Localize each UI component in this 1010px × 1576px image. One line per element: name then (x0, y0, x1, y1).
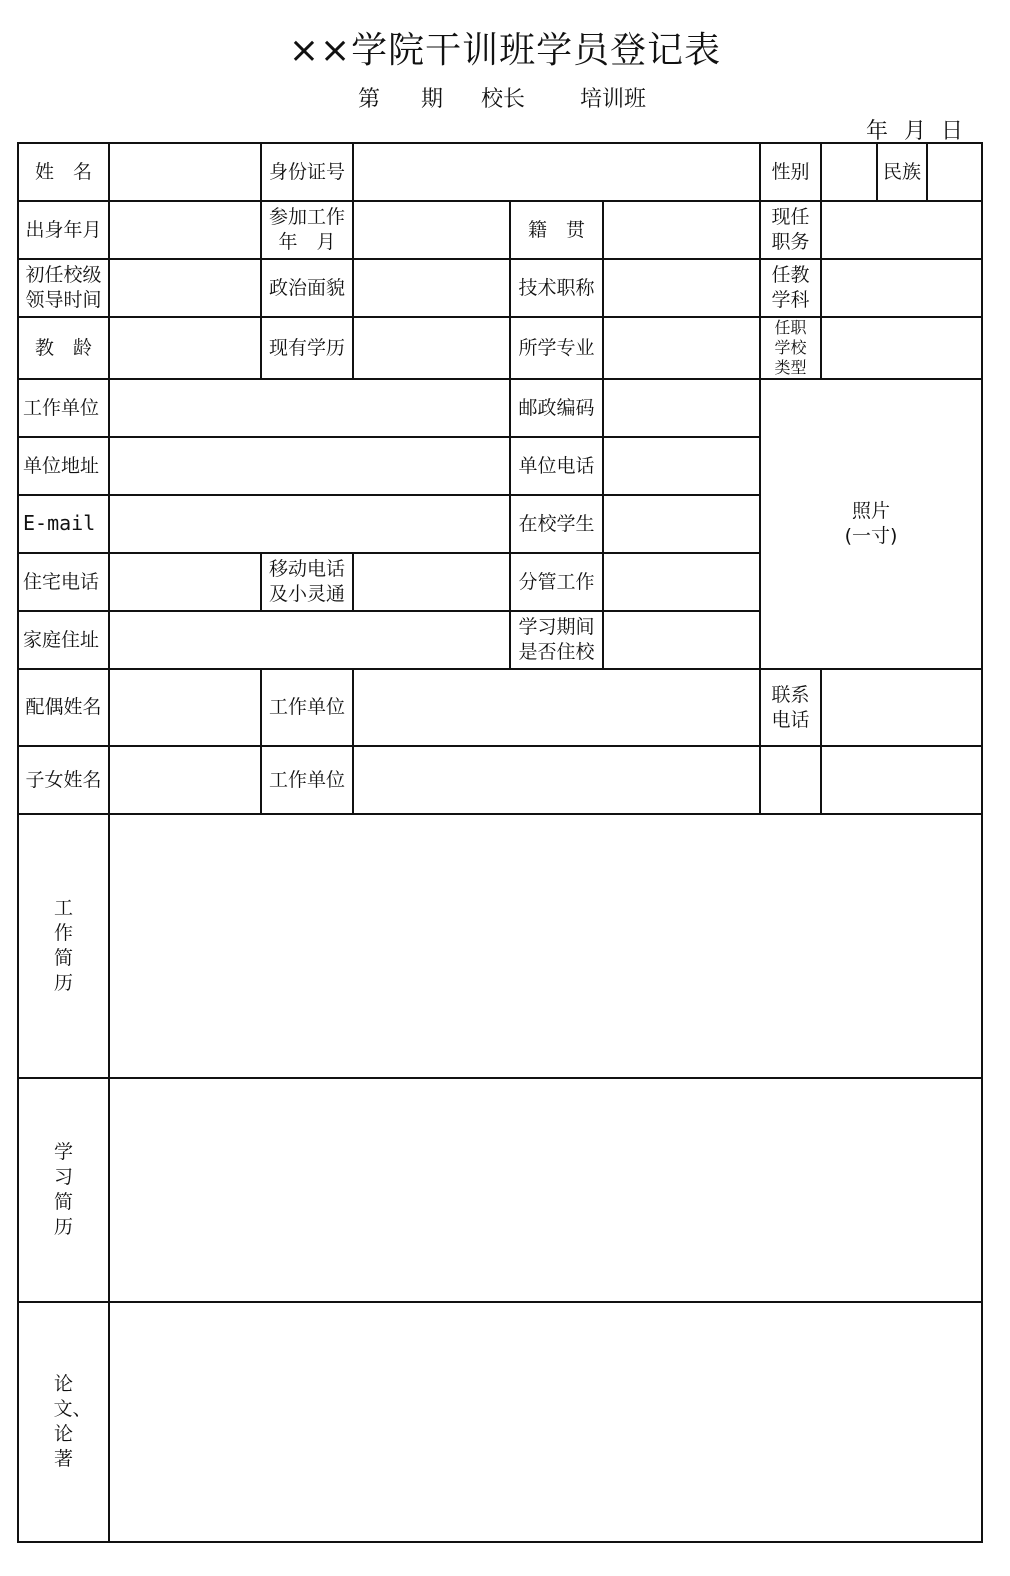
label-political-status: 政治面貌 (261, 259, 353, 317)
form-row-11 (18, 746, 982, 814)
label-responsibility: 分管工作 (510, 553, 603, 611)
child-work-unit-field[interactable] (353, 746, 760, 814)
label-education: 现有学历 (261, 317, 353, 379)
label-work-start (261, 201, 353, 259)
school-type-field[interactable] (821, 317, 982, 379)
papers-field[interactable] (109, 1302, 982, 1542)
label-work-history-text: 工作简历 (53, 897, 73, 994)
label-current-position (760, 201, 821, 259)
registration-form (17, 142, 983, 1543)
form-row-12 (18, 814, 982, 1078)
label-current-position-line1: 现任 (771, 206, 810, 228)
major-field[interactable] (603, 317, 760, 379)
spouse-name-field[interactable] (109, 669, 261, 746)
form-row-2 (18, 201, 982, 259)
label-school-type (760, 317, 821, 379)
label-study-history-text: 学习简历 (53, 1141, 73, 1238)
form-row-3 (18, 259, 982, 317)
label-subject-line1: 任教 (771, 264, 810, 286)
label-work-start-line1: 参加工作 (268, 206, 345, 228)
native-place-field[interactable] (603, 201, 760, 259)
form-row-5 (18, 379, 982, 437)
label-school-type-line1: 任职 (774, 318, 807, 337)
label-work-unit: 工作单位 (18, 379, 109, 437)
teaching-years-field[interactable] (109, 317, 261, 379)
label-students: 在校学生 (510, 495, 603, 553)
gender-field[interactable] (821, 143, 877, 201)
tech-title-field[interactable] (603, 259, 760, 317)
label-gender: 性别 (760, 143, 821, 201)
label-contact-line1: 联系 (771, 683, 810, 706)
label-mobile-line1: 移动电话 (268, 558, 345, 580)
label-spouse-name: 配偶姓名 (18, 669, 109, 746)
label-contact-phone (760, 669, 821, 746)
form-row-13 (18, 1078, 982, 1302)
study-history-field[interactable] (109, 1078, 982, 1302)
label-home-address: 家庭住址 (18, 611, 109, 669)
label-teaching-years: 教 龄 (18, 317, 109, 379)
label-work-start-line2: 年 月 (278, 231, 336, 253)
unit-phone-field[interactable] (603, 437, 760, 495)
label-papers-text: 论文、论著 (53, 1373, 92, 1470)
ethnicity-field[interactable] (927, 143, 982, 201)
label-spouse-work-unit: 工作单位 (261, 669, 353, 746)
label-subject (760, 259, 821, 317)
label-mobile-line2: 及小灵通 (268, 583, 345, 605)
child-name-field[interactable] (109, 746, 261, 814)
label-first-principal-line1: 初任校级 (25, 264, 102, 286)
political-status-field[interactable] (353, 259, 510, 317)
label-boarding-line2: 是否住校 (518, 641, 595, 663)
spouse-work-unit-field[interactable] (353, 669, 760, 746)
education-field[interactable] (353, 317, 510, 379)
label-major: 所学专业 (510, 317, 603, 379)
label-boarding (510, 611, 603, 669)
home-address-field[interactable] (109, 611, 510, 669)
current-position-field[interactable] (821, 201, 982, 259)
email-field[interactable] (109, 495, 510, 553)
work-history-field[interactable] (109, 814, 982, 1078)
label-contact-line2: 电话 (771, 708, 810, 731)
label-unit-phone: 单位电话 (510, 437, 603, 495)
id-number-field[interactable] (353, 143, 760, 201)
label-email (18, 495, 109, 553)
photo-label-line1: 照片 (852, 500, 891, 522)
responsibility-field[interactable] (603, 553, 760, 611)
subject-field[interactable] (821, 259, 982, 317)
photo-label-line2: (一寸) (844, 525, 898, 547)
label-boarding-line1: 学习期间 (518, 616, 595, 638)
label-study-history (18, 1078, 109, 1302)
subtitle-di: 第 (358, 87, 381, 112)
home-phone-field[interactable] (109, 553, 261, 611)
label-unit-address: 单位地址 (18, 437, 109, 495)
subtitle-xiaozhang: 校长 (481, 87, 526, 112)
form-row-14 (18, 1302, 982, 1542)
label-home-phone: 住宅电话 (18, 553, 109, 611)
form-row-10 (18, 669, 982, 746)
child-contact-field[interactable] (821, 746, 982, 814)
label-name: 姓 名 (18, 143, 109, 201)
work-start-field[interactable] (353, 201, 510, 259)
label-mobile (261, 553, 353, 611)
photo-placeholder (760, 379, 982, 669)
label-current-position-line2: 职务 (771, 231, 810, 253)
contact-phone-field[interactable] (821, 669, 982, 746)
label-first-principal-line2: 领导时间 (25, 289, 102, 311)
label-papers (18, 1302, 109, 1542)
form-row-1 (18, 143, 982, 201)
boarding-field[interactable] (603, 611, 760, 669)
date-day: 日 (941, 119, 964, 144)
label-subject-line2: 学科 (771, 289, 810, 311)
label-postal-code: 邮政编码 (510, 379, 603, 437)
label-school-type-line2: 学校 (774, 338, 807, 357)
postal-code-field[interactable] (603, 379, 760, 437)
label-tech-title: 技术职称 (510, 259, 603, 317)
label-birth-date: 出身年月 (18, 201, 109, 259)
mobile-field[interactable] (353, 553, 510, 611)
students-field[interactable] (603, 495, 760, 553)
birth-date-field[interactable] (109, 201, 261, 259)
label-work-history (18, 814, 109, 1078)
work-unit-field[interactable] (109, 379, 510, 437)
label-school-type-line3: 类型 (774, 358, 807, 377)
label-first-principal (18, 259, 109, 317)
subtitle-peixunban: 培训班 (580, 87, 647, 112)
first-principal-field[interactable] (109, 259, 261, 317)
label-child-name: 子女姓名 (18, 746, 109, 814)
label-native-place: 籍 贯 (510, 201, 603, 259)
child-extra-field[interactable] (760, 746, 821, 814)
subtitle-qi: 期 (421, 87, 444, 112)
label-id-number: 身份证号 (261, 143, 353, 201)
date-year: 年 (866, 119, 889, 144)
label-ethnicity: 民族 (877, 143, 927, 201)
unit-address-field[interactable] (109, 437, 510, 495)
page-title: ××学院干训班学员登记表 (288, 30, 722, 71)
form-row-4 (18, 317, 982, 379)
name-field[interactable] (109, 143, 261, 201)
label-child-work-unit: 工作单位 (261, 746, 353, 814)
label-email-text: E-mail (23, 511, 96, 535)
date-month: 月 (904, 119, 927, 144)
